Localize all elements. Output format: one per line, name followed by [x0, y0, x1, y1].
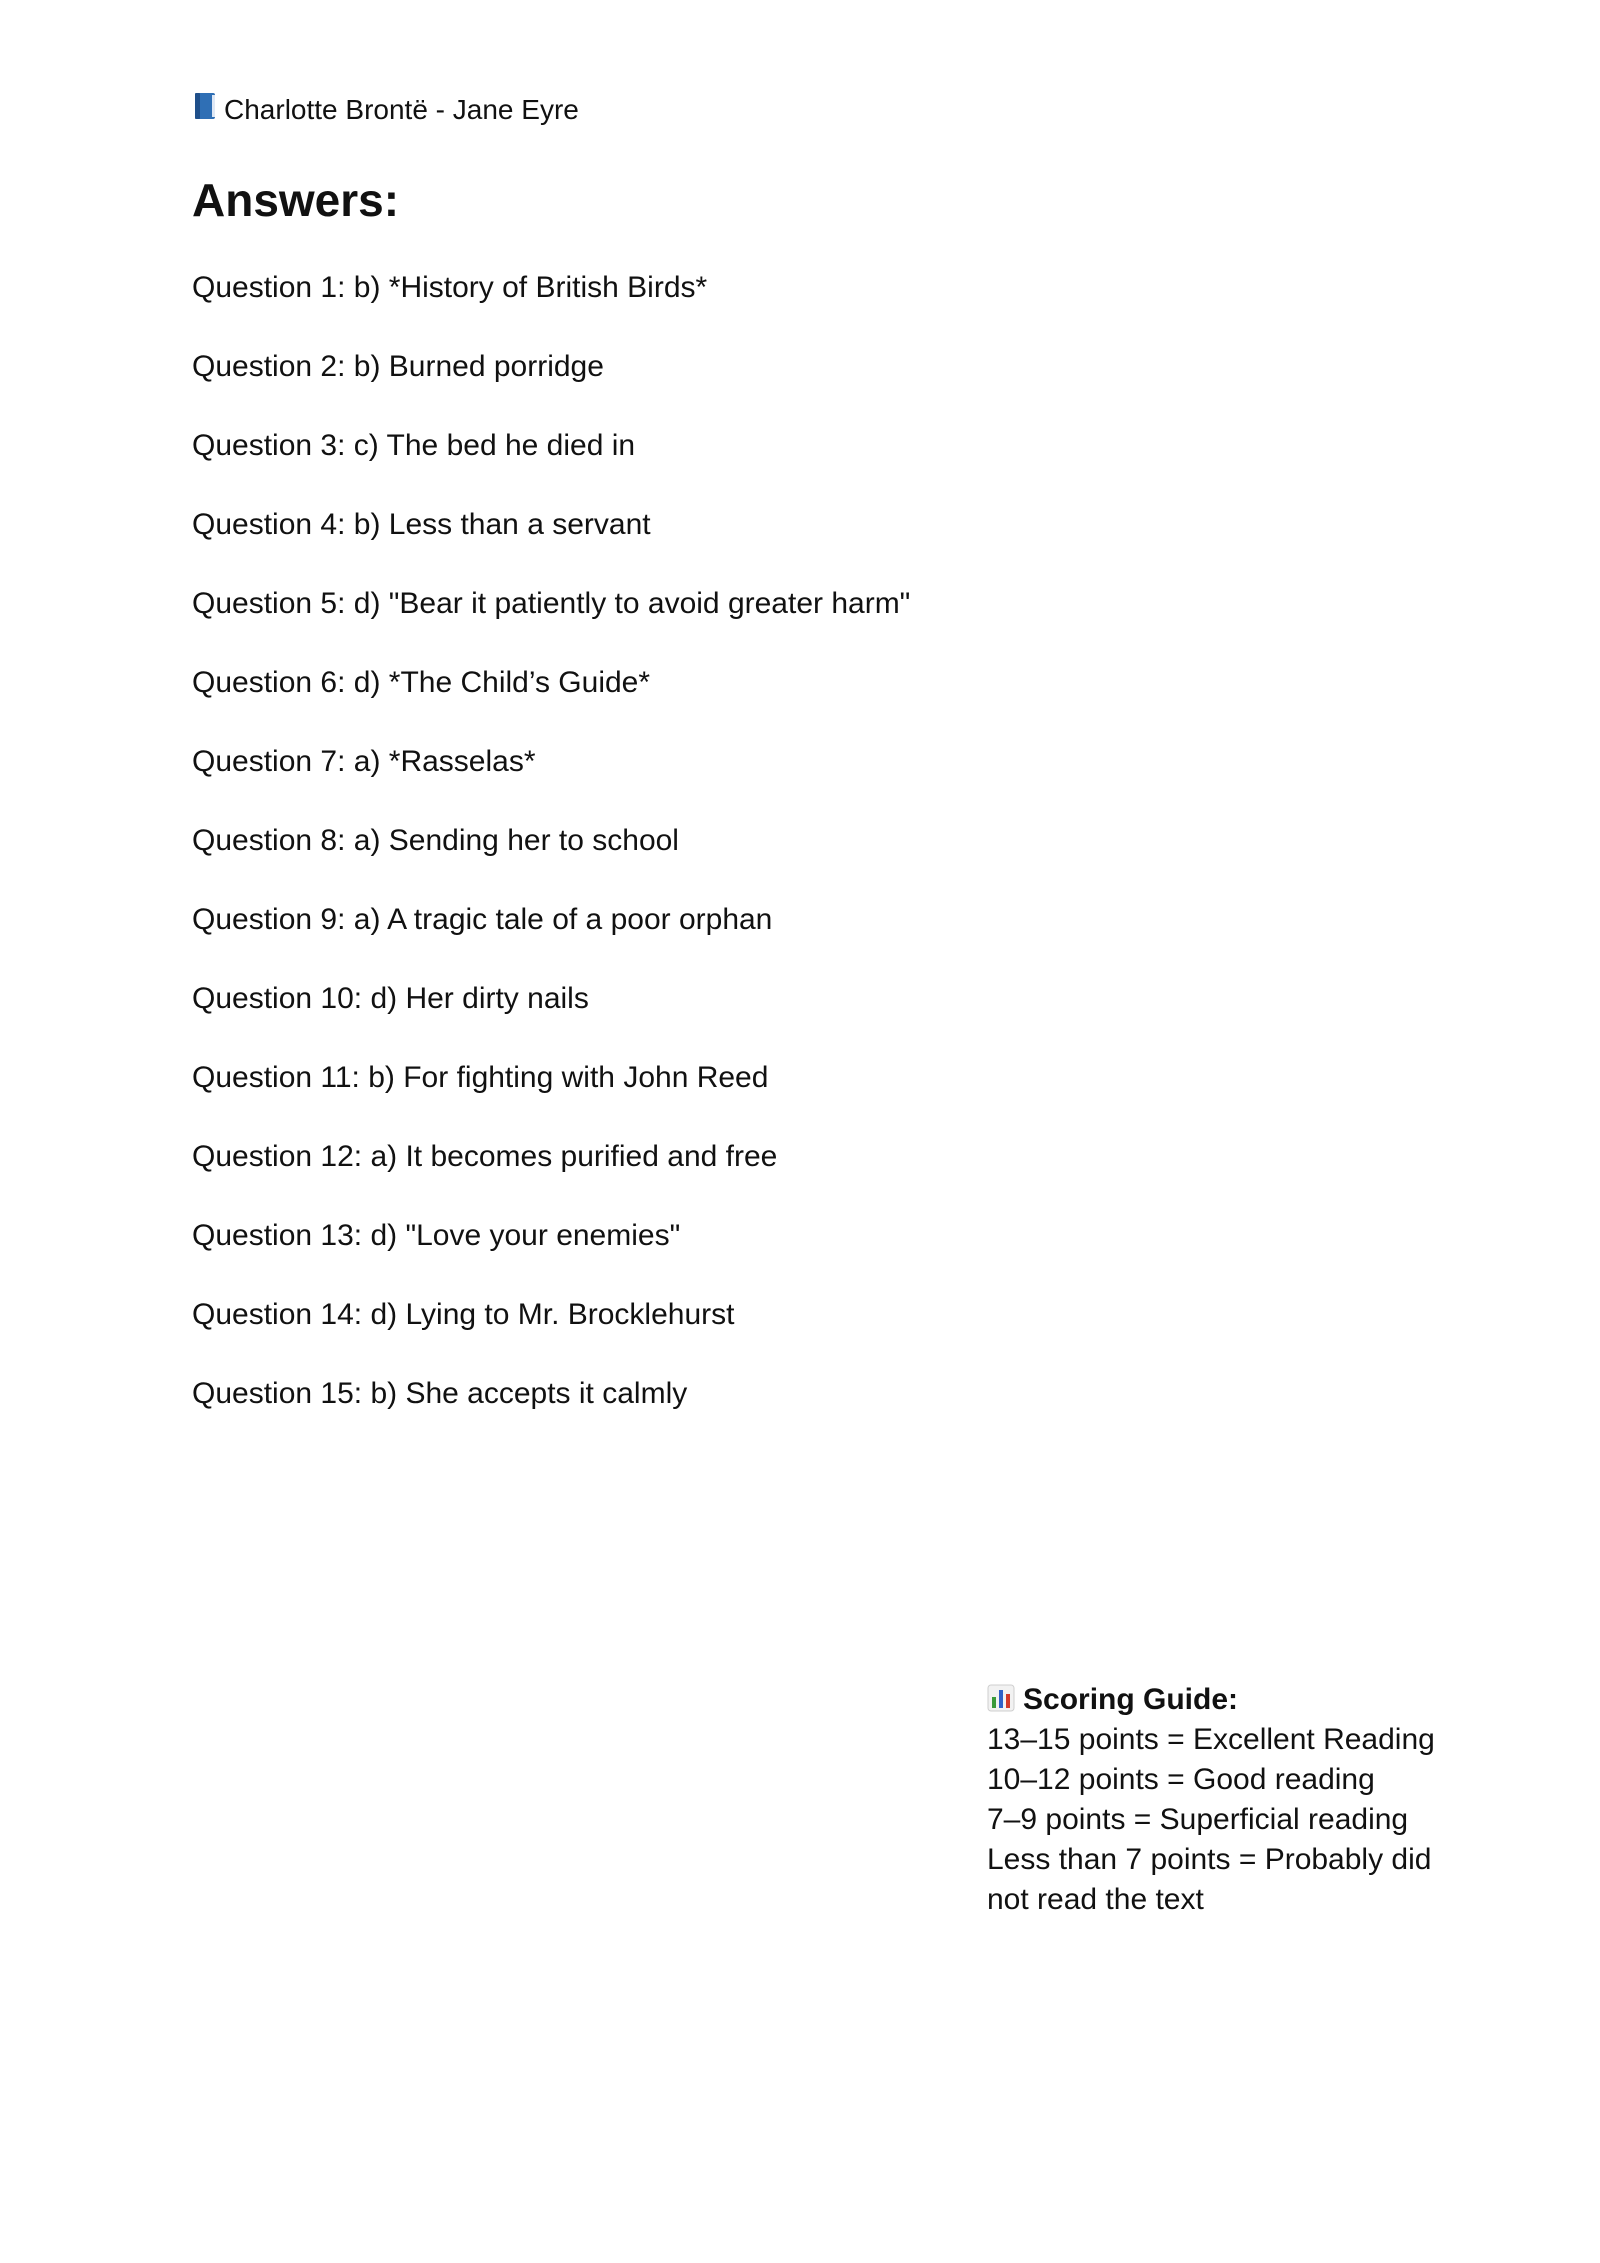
scoring-guide	[987, 1680, 1487, 1920]
scoring-guide-title: Scoring Guide:	[1023, 1683, 1239, 1716]
page-title: Answers:	[192, 174, 400, 226]
answer-item: Question 14: d) Lying to Mr. Brocklehurst	[192, 1298, 735, 1331]
answer-item: Question 12: a) It becomes purified and free	[192, 1140, 778, 1173]
answer-item: Question 9: a) A tragic tale of a poor orphan	[192, 903, 773, 936]
header-text: Charlotte Brontë - Jane Eyre	[224, 94, 579, 125]
answer-item: Question 1: b) *History of British Birds*	[192, 271, 708, 304]
scoring-line: Less than 7 points = Probably did	[987, 1843, 1432, 1876]
document-header	[192, 92, 579, 128]
answer-item: Question 2: b) Burned porridge	[192, 350, 604, 383]
answer-item: Question 7: a) *Rasselas*	[192, 745, 536, 778]
scoring-guide-title-row	[987, 1680, 1487, 1720]
scoring-line: 7–9 points = Superficial reading	[987, 1803, 1409, 1836]
answer-item: Question 6: d) *The Child’s Guide*	[192, 666, 651, 699]
answer-item: Question 13: d) "Love your enemies"	[192, 1219, 681, 1252]
scoring-line: not read the text	[987, 1883, 1204, 1916]
answer-item: Question 10: d) Her dirty nails	[192, 982, 589, 1015]
answer-list	[192, 268, 910, 1453]
answer-item: Question 8: a) Sending her to school	[192, 824, 679, 857]
answer-item: Question 5: d) "Bear it patiently to avoid greater harm"	[192, 587, 911, 620]
answer-item: Question 3: c) The bed he died in	[192, 429, 636, 462]
scoring-line: 10–12 points = Good reading	[987, 1763, 1375, 1796]
scoring-line: 13–15 points = Excellent Reading	[987, 1723, 1435, 1756]
answer-item: Question 15: b) She accepts it calmly	[192, 1377, 688, 1410]
answer-item: Question 4: b) Less than a servant	[192, 508, 651, 541]
bar-chart-icon	[987, 1683, 1015, 1711]
book-icon	[192, 91, 218, 121]
answer-item: Question 11: b) For fighting with John Reed	[192, 1061, 769, 1094]
